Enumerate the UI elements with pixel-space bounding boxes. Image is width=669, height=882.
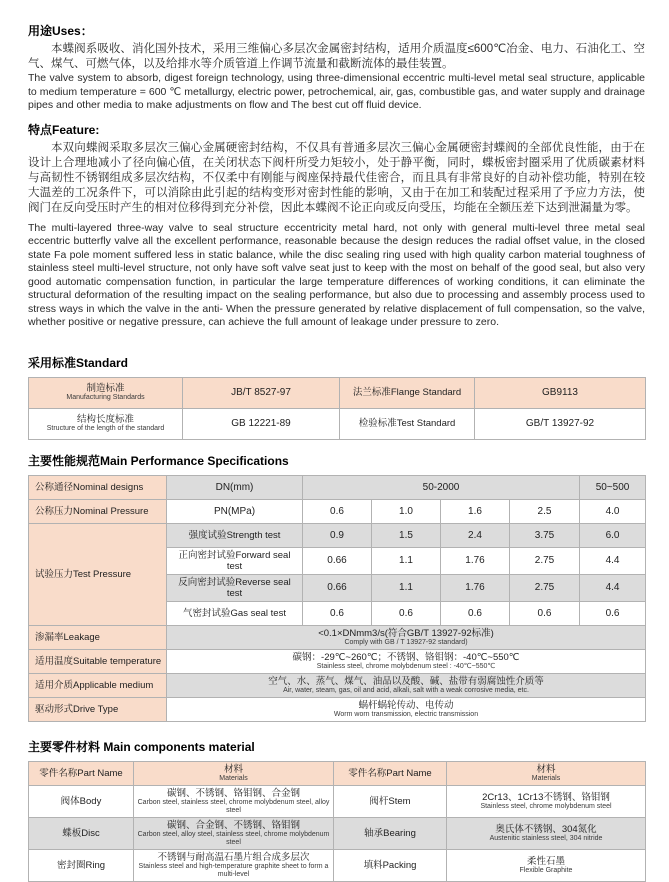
part-cell: 蝶板Disc <box>29 817 134 849</box>
feature-text-zh: 本双向蝶阀采取多层次三偏心金属硬密封结构，不仅具有普通多层次三偏心金属硬密封蝶阀的全部优良性能，由于在设计上合理地减小了径向偏心值，在关闭状态下阀杆所受力矩较小，处于静平衡，同时，蝶板密封圈采用了优质碳素材料与高韧性不锈钢组成多层次结构，不仅柔中有刚能与阀座保持最代佳密合，而且具有非常良好的自动补偿功能，特别在较大温差的工况条件下，可以消除由此引起的结构变形对密封性能的影响，又由于在加工和装配过程采用了予应力方法，使阀门在反向受压时产生的相对位移得到充分补偿，因此本蝶阀不论正向或反向受压，均能在全额压差下达到泄漏量为零。 <box>28 141 645 214</box>
performance-table <box>28 475 646 722</box>
part-cell: 密封圈Ring <box>29 849 134 881</box>
components-row <box>29 849 646 881</box>
material-en: Stainless steel and high-temperature graphite sheet to form a multi-level <box>138 862 329 878</box>
test-value-cell: 1.5 <box>372 523 441 547</box>
standards-row <box>29 377 646 408</box>
test-name-cell: 强度试验Strength test <box>167 523 303 547</box>
uses-heading: 用途Uses： <box>28 24 93 38</box>
standard-label-cell: 检验标准Test Standard <box>340 408 475 439</box>
feature-heading: 特点Feature: <box>28 122 100 137</box>
standards-table <box>28 377 646 440</box>
pn-value-cell: 0.6 <box>303 499 372 523</box>
temperature-label-cell: 适用温度Suitable temperature <box>29 649 167 673</box>
medium-label-cell: 适用介质Applicable medium <box>29 673 167 697</box>
dn-row <box>29 475 646 499</box>
material-zh: 柔性石墨 <box>526 855 565 867</box>
drive-row <box>29 697 646 721</box>
part-cell: 填料Packing <box>334 849 447 881</box>
pn-value-cell: 1.0 <box>372 499 441 523</box>
materials-header-en: Materials <box>531 774 561 782</box>
materials-header-cell <box>447 761 646 785</box>
test-value-cell: 6.0 <box>580 523 646 547</box>
materials-header-zh: 材料 <box>536 763 556 775</box>
test-name-cell: 正向密封试验Forward seal test <box>167 547 303 574</box>
material-zh: 碳钢、合金钢、不锈钢、铬钼钢 <box>166 819 300 831</box>
material-cell <box>447 785 646 817</box>
pn-row <box>29 499 646 523</box>
leakage-row <box>29 625 646 649</box>
test-value-cell: 4.4 <box>580 574 646 601</box>
leakage-value-zh: <0.1×DNmm3/s(符合GB/T 13927-92标准) <box>318 627 494 639</box>
test-name-cell: 反向密封试验Reverse seal test <box>167 574 303 601</box>
materials-header-en: Materials <box>219 774 248 782</box>
test-value-cell: 1.76 <box>441 574 510 601</box>
part-name-header-cell: 零件名称Part Name <box>29 761 134 785</box>
test-value-cell: 2.75 <box>510 574 580 601</box>
test-value-cell: 2.4 <box>441 523 510 547</box>
leakage-value-cell <box>167 625 646 649</box>
test-value-cell: 0.6 <box>303 601 372 625</box>
dn-range-main-cell: 50-2000 <box>303 475 580 499</box>
material-en: Stainless steel, chrome molybdenum steel <box>480 802 612 810</box>
standard-label-cell: 法兰标准Flange Standard <box>340 377 475 408</box>
dn-label-cell: 公称通径Nominal designs <box>29 475 167 499</box>
test-value-cell: 1.1 <box>372 547 441 574</box>
test-value-cell: 4.4 <box>580 547 646 574</box>
temperature-value-zh: 碳钢：-29℃~260℃；不锈钢、铬钼钢：-40℃~550℃ <box>292 651 520 663</box>
material-en: Austenitic stainless steel, 304 nitride <box>489 834 603 842</box>
test-value-cell: 0.66 <box>303 547 372 574</box>
part-cell: 轴承Bearing <box>334 817 447 849</box>
standard-label-en: Manufacturing Standards <box>66 394 145 401</box>
material-cell <box>447 849 646 881</box>
drive-value-en: Worm worn transmission, electric transmission <box>333 710 479 718</box>
test-value-cell: 0.6 <box>510 601 580 625</box>
components-row <box>29 785 646 817</box>
test-pressure-label-cell: 试验压力Test Pressure <box>29 523 167 625</box>
part-cell: 阀杆Stem <box>334 785 447 817</box>
uses-text-en: The valve system to absorb, digest foreign technology, using three-dimensional eccentric multi-level metal seal structure, applicable to medium temperature = 600 ℃ metallurgy, electric power, petrochemical, air, gas, combustible gas, and water supply and drainage pipes and other media to make adjustments on flow and The best cut off fluid device. <box>28 72 645 111</box>
test-value-cell: 2.75 <box>510 547 580 574</box>
temperature-value-cell <box>167 649 646 673</box>
standard-label-zh: 制造标准 <box>86 383 125 394</box>
test-value-cell: 0.66 <box>303 574 372 601</box>
medium-value-cell <box>167 673 646 697</box>
materials-header-cell <box>134 761 334 785</box>
performance-heading: 主要性能规范Main Performance Specifications <box>28 453 289 468</box>
standard-value-cell: GB/T 13927-92 <box>475 408 646 439</box>
drive-value-cell <box>167 697 646 721</box>
test-value-cell: 0.9 <box>303 523 372 547</box>
test-value-cell: 3.75 <box>510 523 580 547</box>
temperature-row <box>29 649 646 673</box>
pn-label-cell: 公称压力Nominal Pressure <box>29 499 167 523</box>
standard-heading: 采用标准Standard <box>28 355 129 370</box>
medium-value-en: Air, water, steam, gas, oil and acid, alkali, salt with a weak corrosive media, etc. <box>283 686 529 694</box>
test-name-cell: 气密封试验Gas seal test <box>167 601 303 625</box>
leakage-value-en: Comply with GB / T 13927-92 standard) <box>344 638 468 646</box>
material-en: Flexible Graphite <box>519 866 573 874</box>
pn-value-cell: 2.5 <box>510 499 580 523</box>
standard-label-zh: 结构长度标准 <box>76 414 134 425</box>
drive-label-cell: 驱动形式Drive Type <box>29 697 167 721</box>
standard-value-cell: GB9113 <box>475 377 646 408</box>
material-zh: 奥氏体不锈钢、304氮化 <box>495 823 597 835</box>
pn-unit-cell: PN(MPa) <box>167 499 303 523</box>
dn-unit-cell: DN(mm) <box>167 475 303 499</box>
material-en: Carbon steel, stainless steel, chrome molybdenum steel, alloy steel <box>137 798 330 814</box>
test-value-cell: 1.76 <box>441 547 510 574</box>
medium-value-zh: 空气、水、蒸气、煤气、油品以及酸、碱、盐带有弱腐蚀性介质等 <box>268 675 544 687</box>
material-zh: 不锈钢与耐高温石墨片组合成多层次 <box>157 851 310 863</box>
components-heading: 主要零件材料 Main components material <box>28 739 255 754</box>
components-header-row <box>29 761 646 785</box>
pn-value-cell: 1.6 <box>441 499 510 523</box>
standard-value-cell: GB 12221-89 <box>183 408 340 439</box>
part-name-header-cell: 零件名称Part Name <box>334 761 447 785</box>
medium-row <box>29 673 646 697</box>
test-value-cell: 0.6 <box>580 601 646 625</box>
material-cell <box>134 849 334 881</box>
standards-row <box>29 408 646 439</box>
leakage-label-cell: 渗漏率Leakage <box>29 625 167 649</box>
standard-label-cell <box>29 408 183 439</box>
strength-test-row <box>29 523 646 547</box>
material-cell <box>134 785 334 817</box>
standard-label-en: Structure of the length of the standard <box>46 425 165 432</box>
material-zh: 2Cr13、1Cr13不锈钢、铬钼钢 <box>482 791 610 803</box>
material-cell <box>134 817 334 849</box>
components-row <box>29 817 646 849</box>
uses-text-zh: 本蝶阀系吸收、消化国外技术，采用三维偏心多层次金属密封结构，适用介质温度≤600℃冶金、电力、石油化工、空气、煤气、可燃气体，以及给排水等介质管道上作调节流量和截断流体的最佳装置。 <box>28 43 645 70</box>
test-value-cell: 0.6 <box>441 601 510 625</box>
pn-value-cell: 4.0 <box>580 499 646 523</box>
standard-label-cell <box>29 377 183 408</box>
standard-value-cell: JB/T 8527-97 <box>183 377 340 408</box>
materials-header-zh: 材料 <box>223 763 243 775</box>
feature-text-en: The multi-layered three-way valve to seal structure eccentricity metal hard, not only with general multi-level three metal seal eccentric butterfly valve all the excellent performance, reasonable because the design reduces the radial offset value, in the closed state Fa pole moment suffered less in static balance, while the disc sealing ring used with high quality carbon material toughness of stainless steel multi-level structure, not only have soft valve seat just to keep with the most on behalf of the good seal, but also very good automatic compensation function, in particular the large temperature differences of working conditions, it can eliminate the structural deformation of the resulting impact on the sealing performance, but also due to processing and assembly process used to stress ways in which the valve in the anti- When the pressure generated by relative displacement of full compensation, so the valve, whether positive or negative pressure, can achieve the full amount of leakage under pressure to zero. <box>28 221 645 328</box>
dn-range-last-cell: 50~500 <box>580 475 646 499</box>
material-cell <box>447 817 646 849</box>
test-value-cell: 0.6 <box>372 601 441 625</box>
test-value-cell: 1.1 <box>372 574 441 601</box>
material-en: Carbon steel, alloy steel, stainless steel, chrome molybdenum steel <box>137 830 330 846</box>
temperature-value-en: Stainless steel, chrome molybdenum steel : -40℃~550℃ <box>316 662 496 670</box>
material-zh: 碳钢、不锈钢、铬钼钢、合金钢 <box>166 787 300 799</box>
drive-value-zh: 蜗杆蜗轮传动、电传动 <box>358 699 454 711</box>
part-cell: 阀体Body <box>29 785 134 817</box>
components-table <box>28 761 646 882</box>
